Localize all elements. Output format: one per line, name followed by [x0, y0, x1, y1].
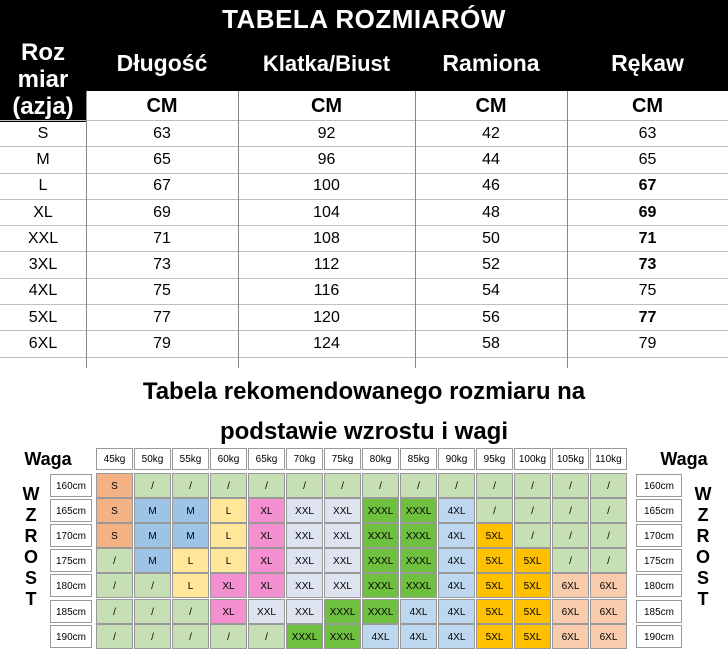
- divider: [415, 91, 416, 368]
- grid-cell: XL: [248, 548, 285, 573]
- size-cell: 3XL: [0, 252, 86, 278]
- divider: [567, 91, 568, 368]
- recommendation-title-line1: Tabela rekomendowanego rozmiaru na: [142, 378, 586, 405]
- grid-cell: 4XL: [438, 498, 475, 523]
- chest-cell: 124: [238, 331, 415, 357]
- table-row: [0, 199, 728, 225]
- unit-label: CM: [475, 94, 507, 117]
- grid-cell: /: [324, 473, 361, 498]
- grid-cell: 4XL: [438, 573, 475, 598]
- weight-label-right: Waga: [660, 449, 708, 469]
- length-cell: 79: [86, 331, 238, 357]
- weight-header: 110kg: [590, 448, 627, 470]
- grid-cell: 5XL: [476, 523, 513, 548]
- grid-cell: /: [438, 473, 475, 498]
- sleeve-cell: 69: [567, 199, 728, 225]
- weight-header: 85kg: [400, 448, 437, 470]
- grid-cell: 5XL: [514, 599, 551, 624]
- shoulders-cell: 48: [415, 199, 567, 225]
- sleeve-cell: 67: [567, 173, 728, 199]
- height-letter: W: [22, 484, 40, 504]
- shoulders-cell: 44: [415, 147, 567, 173]
- weight-header: 70kg: [286, 448, 323, 470]
- height-letter: S: [696, 568, 709, 588]
- height-right-cell: 160cm: [636, 474, 682, 497]
- grid-cell: XXXL: [324, 624, 361, 649]
- grid-cell: /: [514, 498, 551, 523]
- table-row: [0, 305, 728, 331]
- grid-cell: /: [134, 599, 171, 624]
- height-left-cell: 160cm: [50, 474, 92, 497]
- height-label-right: [690, 484, 716, 610]
- weight-header: 90kg: [438, 448, 475, 470]
- height-letter: T: [697, 589, 709, 609]
- length-cell: 75: [86, 278, 238, 304]
- grid-cell: /: [590, 473, 627, 498]
- column-header-sleeve: Rękaw: [611, 50, 684, 76]
- column-header-length: Długość: [116, 50, 208, 76]
- height-right-cell: 170cm: [636, 524, 682, 547]
- page-title: TABELA ROZMIARÓW: [0, 0, 728, 36]
- grid-cell: S: [96, 523, 133, 548]
- height-letter: T: [25, 589, 37, 609]
- grid-cell: XL: [248, 573, 285, 598]
- shoulders-cell: 58: [415, 331, 567, 357]
- grid-cell: 5XL: [476, 624, 513, 649]
- grid-cell: XL: [210, 599, 247, 624]
- size-table: [0, 121, 728, 358]
- table-row: [0, 173, 728, 199]
- grid-cell: /: [210, 624, 247, 649]
- height-letter: Z: [25, 505, 37, 525]
- height-left-cell: 165cm: [50, 499, 92, 522]
- shoulders-cell: 56: [415, 305, 567, 331]
- table-row: [0, 331, 728, 357]
- grid-cell: /: [96, 599, 133, 624]
- height-letter: R: [24, 526, 38, 546]
- length-cell: 73: [86, 252, 238, 278]
- size-cell: S: [0, 121, 86, 147]
- chest-cell: 112: [238, 252, 415, 278]
- unit-label: CM: [631, 94, 664, 117]
- size-header-line: (azja): [12, 92, 74, 120]
- grid-cell: 6XL: [590, 573, 627, 598]
- height-letter: S: [24, 568, 37, 588]
- height-letter: R: [696, 526, 710, 546]
- grid-cell: XXXL: [286, 624, 323, 649]
- height-letter: O: [695, 547, 710, 567]
- grid-cell: XXL: [286, 498, 323, 523]
- height-left-cell: 185cm: [50, 600, 92, 623]
- grid-cell: 5XL: [476, 599, 513, 624]
- grid-cell: XXL: [324, 498, 361, 523]
- grid-cell: /: [248, 624, 285, 649]
- chest-cell: 120: [238, 305, 415, 331]
- grid-cell: 4XL: [438, 624, 475, 649]
- grid-cell: /: [514, 523, 551, 548]
- grid-cell: XXL: [286, 523, 323, 548]
- grid-cell: M: [134, 523, 171, 548]
- column-header-chest: Klatka/Biust: [262, 50, 391, 76]
- grid-cell: /: [590, 548, 627, 573]
- grid-cell: 5XL: [476, 573, 513, 598]
- grid-cell: 6XL: [552, 624, 589, 649]
- grid-cell: XXXL: [400, 573, 437, 598]
- grid-cell: 4XL: [400, 624, 437, 649]
- grid-cell: XXL: [248, 599, 285, 624]
- height-left-cell: 180cm: [50, 574, 92, 597]
- grid-cell: 6XL: [590, 599, 627, 624]
- height-letter: O: [23, 547, 38, 567]
- length-cell: 63: [86, 121, 238, 147]
- grid-cell: M: [134, 548, 171, 573]
- grid-cell: /: [552, 523, 589, 548]
- grid-cell: /: [286, 473, 323, 498]
- size-cell: XL: [0, 199, 86, 225]
- grid-cell: M: [172, 498, 209, 523]
- weight-header: 100kg: [514, 448, 551, 470]
- height-left-cell: 170cm: [50, 524, 92, 547]
- grid-cell: L: [172, 573, 209, 598]
- table-row: [0, 147, 728, 173]
- grid-cell: S: [96, 473, 133, 498]
- sleeve-cell: 73: [567, 252, 728, 278]
- grid-cell: XL: [248, 498, 285, 523]
- height-left-cell: 175cm: [50, 549, 92, 572]
- grid-cell: 4XL: [438, 548, 475, 573]
- grid-cell: 5XL: [514, 548, 551, 573]
- grid-cell: 5XL: [476, 548, 513, 573]
- grid-cell: /: [248, 473, 285, 498]
- grid-cell: XXXL: [362, 599, 399, 624]
- grid-cell: /: [362, 473, 399, 498]
- grid-cell: M: [134, 498, 171, 523]
- weight-header: 80kg: [362, 448, 399, 470]
- grid-cell: /: [96, 624, 133, 649]
- grid-cell: S: [96, 498, 133, 523]
- shoulders-cell: 42: [415, 121, 567, 147]
- grid-cell: XXL: [324, 573, 361, 598]
- grid-cell: XXL: [286, 548, 323, 573]
- grid-cell: /: [134, 573, 171, 598]
- grid-cell: XXXL: [400, 523, 437, 548]
- grid-cell: 6XL: [552, 599, 589, 624]
- shoulders-cell: 52: [415, 252, 567, 278]
- table-row: [0, 121, 728, 147]
- size-cell: 6XL: [0, 331, 86, 357]
- sleeve-cell: 77: [567, 305, 728, 331]
- length-cell: 77: [86, 305, 238, 331]
- shoulders-cell: 54: [415, 278, 567, 304]
- weight-header: 105kg: [552, 448, 589, 470]
- grid-cell: /: [172, 473, 209, 498]
- chest-cell: 108: [238, 226, 415, 252]
- table-row: [0, 252, 728, 278]
- shoulders-cell: 50: [415, 226, 567, 252]
- weight-header: 55kg: [172, 448, 209, 470]
- grid-cell: /: [590, 498, 627, 523]
- grid-cell: XL: [248, 523, 285, 548]
- height-left-cell: 190cm: [50, 625, 92, 648]
- grid-cell: /: [400, 473, 437, 498]
- grid-cell: 4XL: [438, 523, 475, 548]
- grid-cell: /: [172, 624, 209, 649]
- sleeve-cell: 65: [567, 147, 728, 173]
- chest-cell: 92: [238, 121, 415, 147]
- length-cell: 71: [86, 226, 238, 252]
- grid-cell: 4XL: [400, 599, 437, 624]
- recommendation-title-line2: podstawie wzrostu i wagi: [219, 418, 509, 445]
- grid-cell: XL: [210, 573, 247, 598]
- sleeve-cell: 79: [567, 331, 728, 357]
- height-label-left: [18, 484, 44, 610]
- size-cell: L: [0, 173, 86, 199]
- length-cell: 69: [86, 199, 238, 225]
- grid-cell: /: [552, 473, 589, 498]
- sleeve-cell: 63: [567, 121, 728, 147]
- grid-cell: XXXL: [362, 523, 399, 548]
- grid-cell: /: [514, 473, 551, 498]
- weight-header: 50kg: [134, 448, 171, 470]
- chest-cell: 116: [238, 278, 415, 304]
- divider: [86, 91, 87, 368]
- grid-cell: /: [476, 473, 513, 498]
- grid-cell: XXXL: [400, 548, 437, 573]
- weight-header: 65kg: [248, 448, 285, 470]
- weight-header: 60kg: [210, 448, 247, 470]
- height-right-cell: 165cm: [636, 499, 682, 522]
- unit-label: CM: [310, 94, 343, 117]
- grid-cell: 6XL: [552, 573, 589, 598]
- grid-cell: /: [134, 473, 171, 498]
- grid-cell: /: [476, 498, 513, 523]
- height-letter: Z: [697, 505, 709, 525]
- size-cell: M: [0, 147, 86, 173]
- grid-cell: XXXL: [400, 498, 437, 523]
- grid-cell: 5XL: [514, 624, 551, 649]
- unit-label: CM: [146, 94, 178, 117]
- height-letter: W: [694, 484, 712, 504]
- table-row: [0, 226, 728, 252]
- shoulders-cell: 46: [415, 173, 567, 199]
- length-cell: 65: [86, 147, 238, 173]
- grid-cell: XXXL: [324, 599, 361, 624]
- height-right-cell: 190cm: [636, 625, 682, 648]
- grid-cell: /: [210, 473, 247, 498]
- size-cell: 4XL: [0, 278, 86, 304]
- size-header-line: miar: [17, 65, 69, 93]
- weight-header: 75kg: [324, 448, 361, 470]
- grid-cell: 5XL: [514, 573, 551, 598]
- column-header-shoulders: Ramiona: [442, 50, 540, 76]
- grid-cell: /: [96, 548, 133, 573]
- grid-cell: /: [172, 599, 209, 624]
- grid-cell: XXXL: [362, 498, 399, 523]
- grid-cell: M: [172, 523, 209, 548]
- grid-cell: XXXL: [362, 548, 399, 573]
- grid-cell: /: [590, 523, 627, 548]
- weight-header: 95kg: [476, 448, 513, 470]
- grid-cell: XXXL: [362, 573, 399, 598]
- height-right-cell: 175cm: [636, 549, 682, 572]
- weight-header: 45kg: [96, 448, 133, 470]
- grid-cell: /: [134, 624, 171, 649]
- height-right-cell: 180cm: [636, 574, 682, 597]
- grid-cell: 6XL: [590, 624, 627, 649]
- grid-cell: 4XL: [438, 599, 475, 624]
- grid-cell: /: [96, 573, 133, 598]
- size-header-line: Roz: [21, 38, 65, 66]
- size-header: [0, 36, 86, 122]
- grid-cell: XXL: [324, 523, 361, 548]
- chest-cell: 96: [238, 147, 415, 173]
- grid-cell: /: [552, 548, 589, 573]
- chest-cell: 104: [238, 199, 415, 225]
- grid-cell: L: [172, 548, 209, 573]
- grid-cell: /: [552, 498, 589, 523]
- length-cell: 67: [86, 173, 238, 199]
- grid-cell: XXL: [286, 573, 323, 598]
- grid-cell: XXL: [286, 599, 323, 624]
- table-row: [0, 278, 728, 304]
- sleeve-cell: 75: [567, 278, 728, 304]
- size-cell: 5XL: [0, 305, 86, 331]
- grid-cell: L: [210, 498, 247, 523]
- height-right-cell: 185cm: [636, 600, 682, 623]
- divider: [238, 91, 239, 368]
- grid-cell: L: [210, 523, 247, 548]
- sleeve-cell: 71: [567, 226, 728, 252]
- grid-cell: L: [210, 548, 247, 573]
- weight-label-left: Waga: [24, 449, 72, 469]
- grid-cell: XXL: [324, 548, 361, 573]
- size-cell: XXL: [0, 226, 86, 252]
- chest-cell: 100: [238, 173, 415, 199]
- grid-cell: 4XL: [362, 624, 399, 649]
